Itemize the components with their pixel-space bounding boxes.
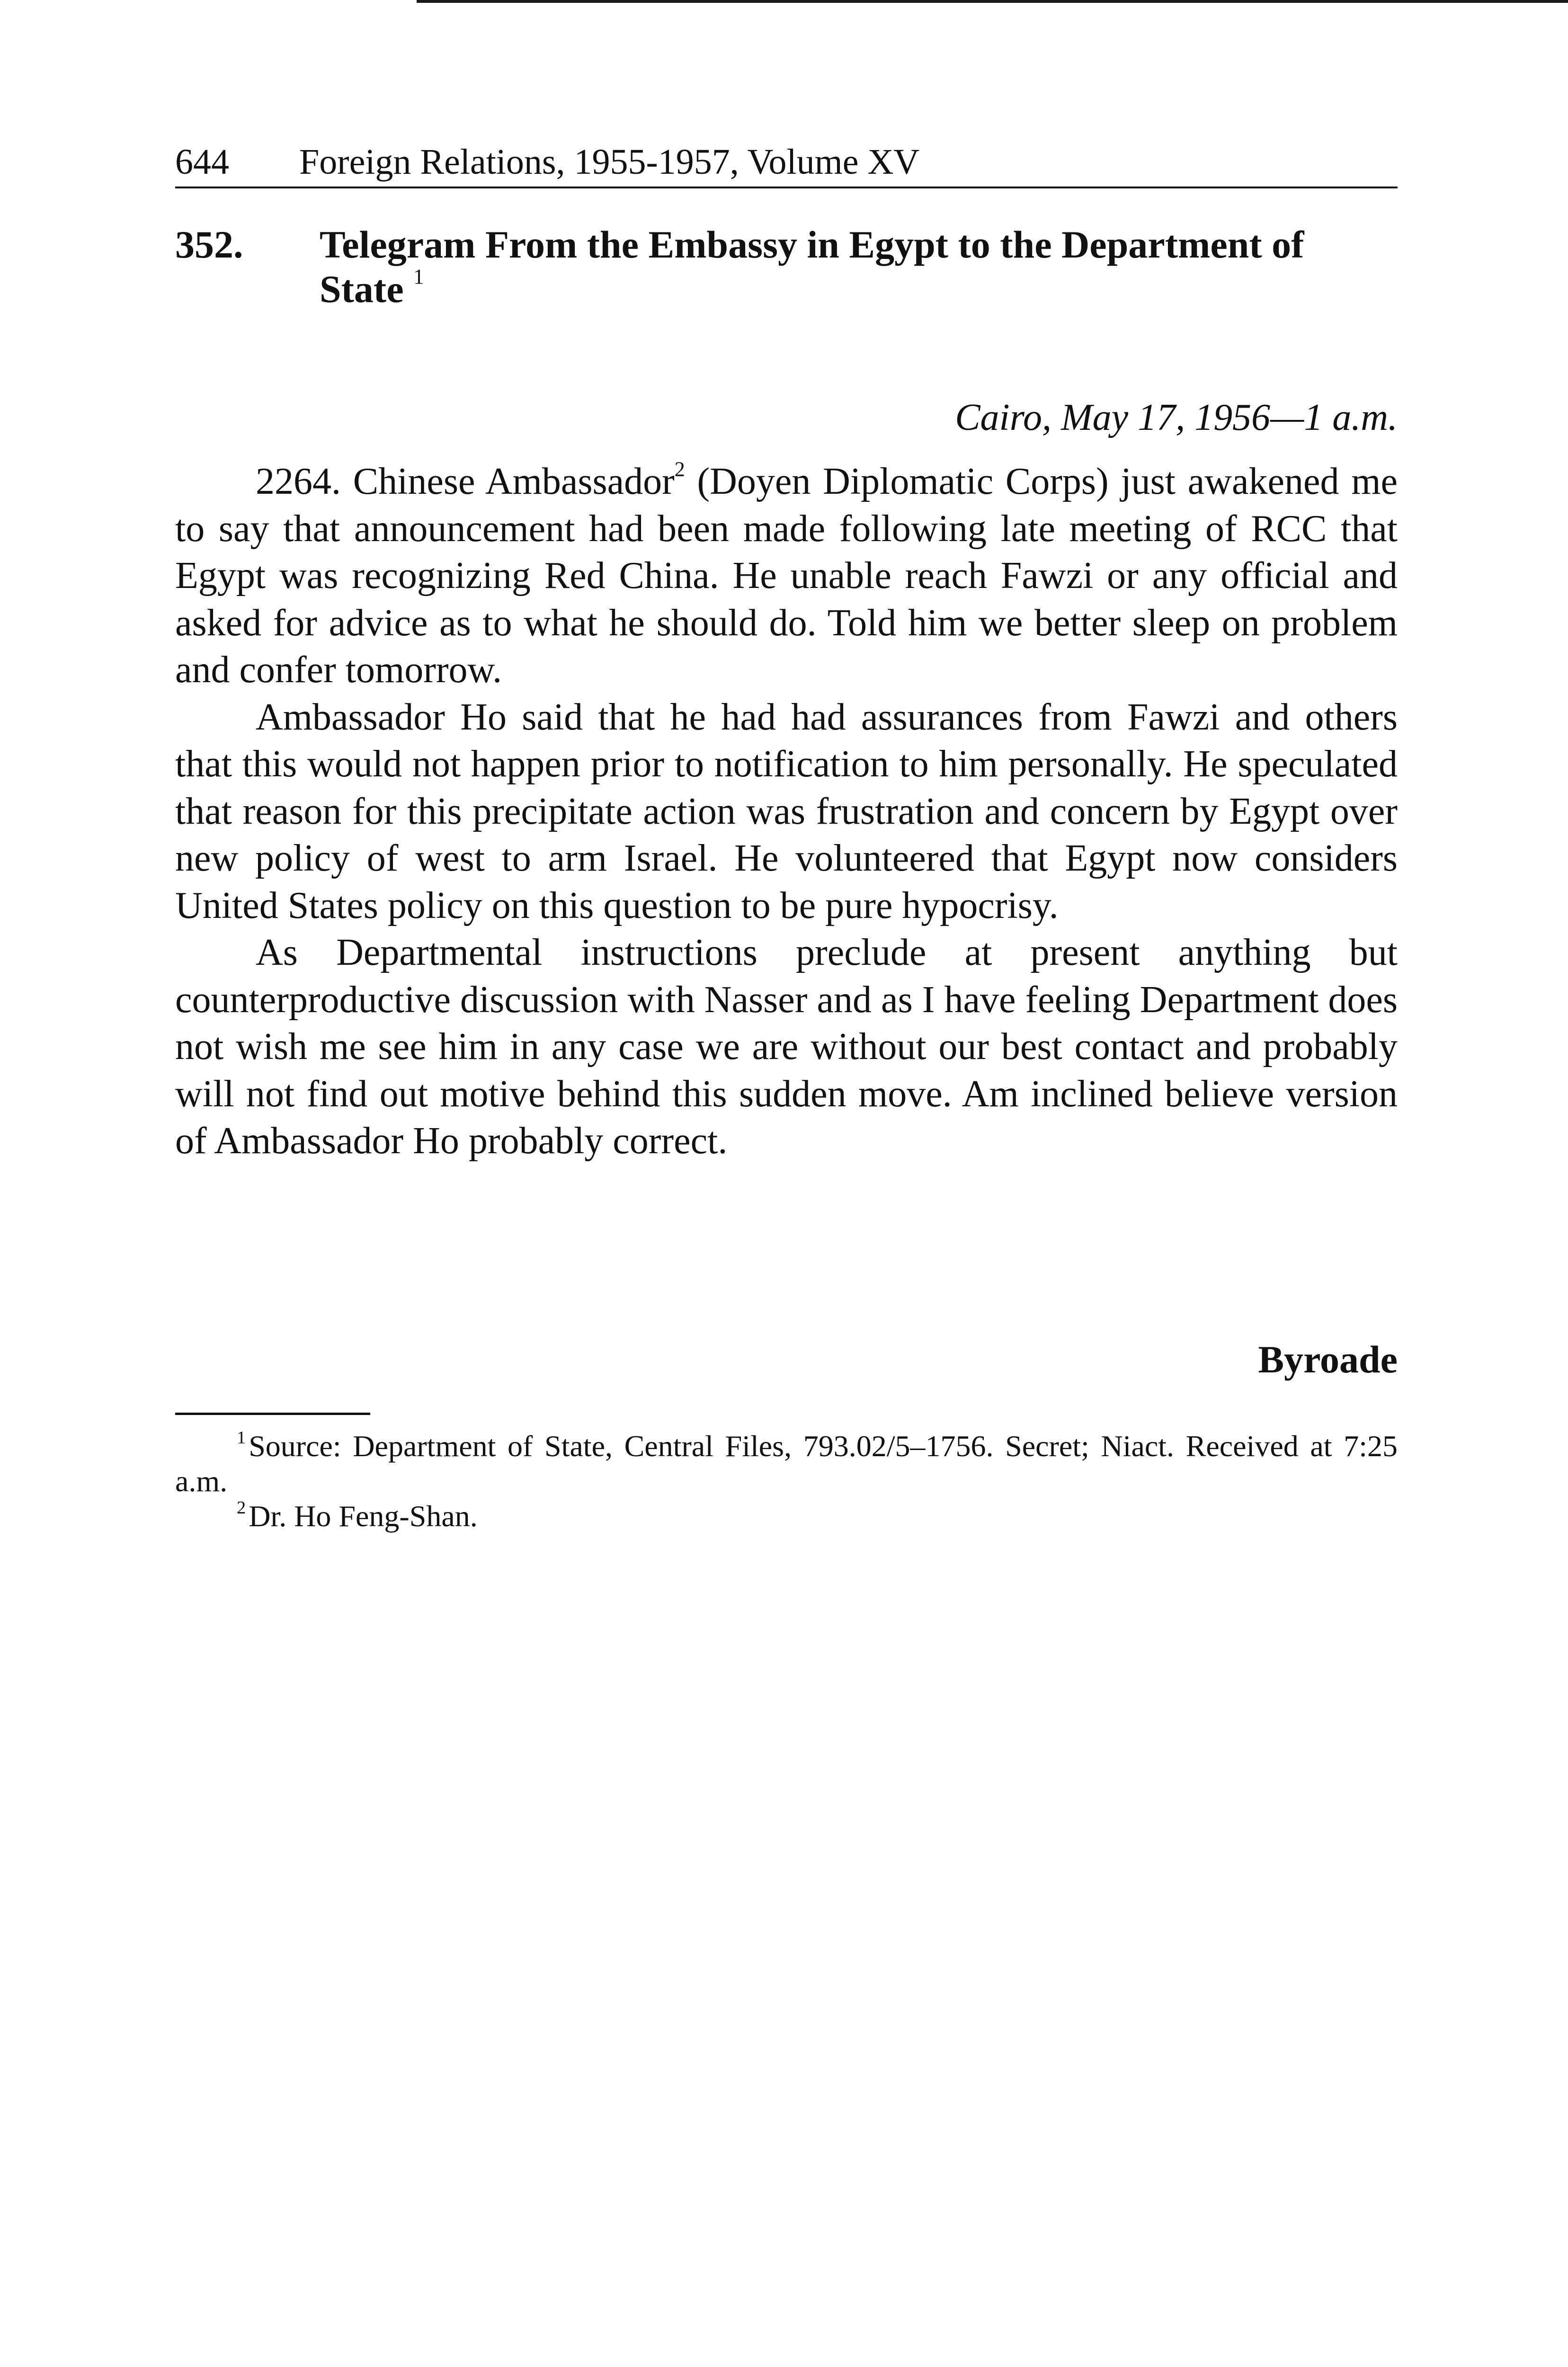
footnote-2-marker: 2 (237, 1498, 246, 1518)
footnote-ref-1: 1 (413, 265, 424, 289)
document-heading (175, 222, 1398, 311)
body-paragraph-1 (175, 458, 1398, 694)
footnote-1-marker: 1 (237, 1428, 246, 1448)
document-title (320, 222, 1398, 311)
dateline: Cairo, May 17, 1956—1 a.m. (955, 397, 1398, 438)
document-title-text: Telegram From the Embassy in Egypt to the Department of State (320, 223, 1304, 311)
footnote-separator (175, 1413, 370, 1415)
footnote-ref-2: 2 (674, 457, 685, 481)
paragraph-1-start: 2264. Chinese Ambassador (256, 461, 675, 502)
body-paragraph-2: Ambassador Ho said that he had had assurances from Fawzi and others that this would not happen prior to notification to him personally. He speculated that reason for this precipitate action was frustration and concern by Egypt over new policy of west to arm Israel. He volunteered that Egypt now considers United States policy on this question to be pure hypocrisy. (175, 696, 1398, 926)
scan-top-border (417, 0, 1568, 3)
body-paragraph-3: As Departmental instructions preclude at present anything but counterproductive discussion with Nasser and as I have feeling Department does not wish me see him in any case we are without our best contact and probably will not find out motive behind this sudden move. Am inclined believe version of Ambassador Ho probably correct. (175, 932, 1398, 1162)
footnotes (175, 1429, 1398, 1534)
signature: Byroade (1258, 1338, 1398, 1381)
footnote-1-text: Source: Department of State, Central Files, 793.02/5–1756. Secret; Niact. Received at 7:25 a.m. (175, 1429, 1398, 1498)
document-number: 352. (175, 223, 243, 266)
volume-title: Foreign Relations, 1955-1957, Volume XV (299, 142, 920, 182)
page-number: 644 (175, 142, 229, 182)
footnote-1 (175, 1429, 1398, 1499)
running-head (175, 137, 1398, 188)
footnote-2 (175, 1499, 1398, 1534)
telegram-body (175, 458, 1398, 1165)
footnote-2-text: Dr. Ho Feng-Shan. (249, 1499, 478, 1533)
paragraph-1-rest: (Doyen Diplomatic Corps) just awakened me to say that announcement had been made following late meeting of RCC that Egypt was recognizing Red China. He unable reach Fawzi or any official and asked for advice as to what he should do. Told him we better sleep on problem and confer tomorrow. (175, 461, 1398, 691)
